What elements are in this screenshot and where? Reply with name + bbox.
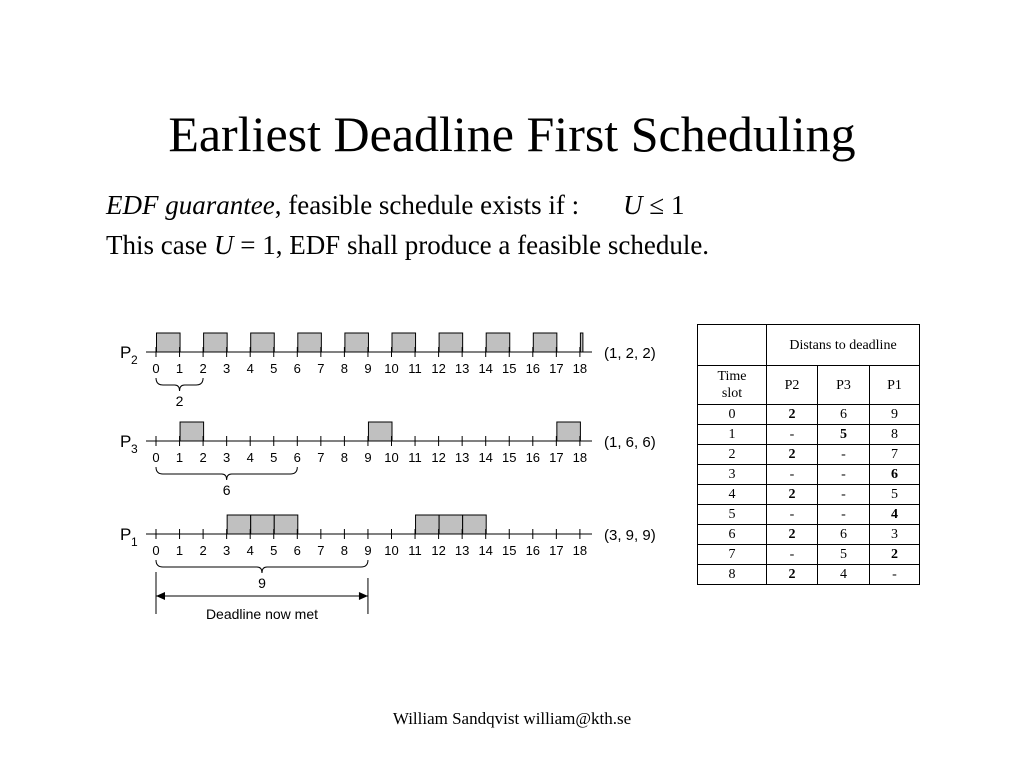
execution-slot [463,515,487,534]
tick-label: 4 [246,450,254,465]
distance-cell-p1: 7 [870,445,920,465]
execution-slot [227,515,251,534]
table-row [698,445,920,465]
distance-cell-p2: 2 [767,565,818,585]
time-slot-cell: 4 [698,485,767,505]
distance-cell-p3: 5 [818,545,870,565]
execution-slot [439,515,463,534]
execution-slot [251,515,275,534]
execution-slot [251,333,275,352]
tick-label: 4 [246,361,254,376]
tick-label: 12 [431,361,446,376]
distance-cell-p2: - [767,465,818,485]
distance-cell-p1: 9 [870,405,920,425]
tick-label: 14 [478,361,493,376]
distance-cell-p2: - [767,545,818,565]
tick-label: 15 [502,543,517,558]
tick-label: 12 [431,543,446,558]
execution-slot [416,515,440,534]
tick-label: 7 [317,543,325,558]
distance-cell-p1: 2 [870,545,920,565]
distance-cell-p3: - [818,505,870,525]
tick-label: 13 [454,543,470,558]
tick-label: 5 [270,450,278,465]
process-label: P [120,525,132,544]
col-header-p1: P1 [870,366,920,405]
tick-label: 8 [340,361,349,376]
tick-label: 6 [293,543,301,558]
tick-label: 14 [478,450,493,465]
distance-cell-p1: 5 [870,485,920,505]
time-slot-cell: 2 [698,445,767,465]
tick-label: 18 [572,361,588,376]
distance-cell-p2: 2 [767,405,818,425]
distance-cell-p3: 6 [818,525,870,545]
process-subscript: 1 [131,535,138,549]
distance-cell-p2: - [767,505,818,525]
tick-label: 11 [408,361,422,376]
tick-label: 3 [223,543,231,558]
tick-label: 10 [384,361,399,376]
process-row-p1 [120,515,656,591]
execution-slot [204,333,228,352]
tick-label: 10 [384,543,399,558]
time-slot-cell: 3 [698,465,767,485]
period-label: 9 [258,575,266,591]
time-slot-cell: 5 [698,505,767,525]
table-row [698,505,920,525]
distance-cell-p3: 4 [818,565,870,585]
execution-slot [392,333,416,352]
col-header-p2: P2 [767,366,818,405]
process-params: (3, 9, 9) [604,527,656,544]
execution-slot [557,422,581,441]
arrowhead-left [156,592,165,600]
tick-label: 6 [293,450,301,465]
tick-label: 17 [549,543,564,558]
execution-slot [439,333,463,352]
utilization-condition: ≤ 1 [642,190,685,220]
period-brace [156,560,368,573]
tick-label: 4 [246,543,254,558]
tick-label: 3 [223,450,231,465]
footer-credit: William Sandqvist william@kth.se [392,709,632,728]
period-brace [156,467,297,480]
table-row [698,425,920,445]
execution-slot-partial [580,333,583,352]
process-row-p2 [120,333,656,409]
time-slot-cell: 0 [698,405,767,425]
edf-guarantee-text: , feasible schedule exists if : [274,190,580,220]
distance-cell-p2: 2 [767,525,818,545]
period-label: 6 [222,482,231,498]
tick-label: 14 [478,543,493,558]
process-subscript: 2 [131,353,138,367]
distance-cell-p1: 4 [870,505,920,525]
tick-label: 0 [152,450,160,465]
table-row [698,485,920,505]
tick-label: 15 [502,450,517,465]
distance-cell-p1: - [870,565,920,585]
tick-label: 3 [223,361,231,376]
execution-slot [180,422,204,441]
period-brace [156,378,203,391]
tick-label: 16 [525,543,541,558]
execution-slot [274,515,298,534]
time-slot-header: Time slot [698,366,767,405]
tick-label: 12 [431,450,446,465]
distance-cell-p3: 6 [818,405,870,425]
execution-slot [533,333,557,352]
table-row [698,565,920,585]
tick-label: 9 [364,450,372,465]
execution-slot [157,333,181,352]
utilization-var-2: U [213,230,234,260]
tick-label: 1 [175,450,184,465]
tick-label: 9 [364,543,372,558]
tick-label: 1 [175,361,184,376]
distance-to-deadline-table [697,324,920,585]
tick-label: 2 [199,450,207,465]
process-row-p3 [120,422,656,498]
distance-cell-p3: - [818,465,870,485]
tick-label: 7 [317,450,325,465]
edf-guarantee-emph: EDF guarantee [106,190,275,220]
tick-label: 10 [384,450,399,465]
utilization-var: U [623,190,643,220]
tick-label: 0 [152,361,160,376]
distance-cell-p1: 8 [870,425,920,445]
process-label: P [120,432,132,451]
tick-label: 16 [525,361,541,376]
tick-label: 1 [175,543,184,558]
tick-label: 2 [199,361,207,376]
tick-label: 6 [293,361,301,376]
tick-label: 0 [152,543,160,558]
tick-label: 18 [572,450,588,465]
tick-label: 13 [454,361,470,376]
execution-slot [486,333,510,352]
distance-cell-p3: - [818,485,870,505]
this-case-post: = 1, EDF shall produce a feasible schedule. [233,230,710,260]
process-params: (1, 6, 6) [604,434,656,451]
tick-label: 18 [572,543,588,558]
tick-label: 8 [340,450,349,465]
tick-label: 5 [270,361,278,376]
distance-cell-p1: 6 [870,465,920,485]
time-slot-cell: 6 [698,525,767,545]
tick-label: 11 [408,450,422,465]
tick-label: 8 [340,543,349,558]
tick-label: 9 [364,361,372,376]
slide-title: Earliest Deadline First Scheduling [168,106,856,162]
time-slot-cell: 8 [698,565,767,585]
process-subscript: 3 [131,442,138,456]
tick-label: 16 [525,450,541,465]
tick-label: 7 [317,361,325,376]
this-case-pre: This case [106,230,214,260]
tick-label: 15 [502,361,517,376]
tick-label: 2 [199,543,207,558]
execution-slot [345,333,369,352]
table-row [698,405,920,425]
period-label: 2 [175,393,184,409]
distance-cell-p2: 2 [767,485,818,505]
time-slot-cell: 7 [698,545,767,565]
tick-label: 5 [270,543,278,558]
distance-header: Distans to deadline [767,325,920,366]
col-header-p3: P3 [818,366,870,405]
tick-label: 17 [549,361,564,376]
table-body [698,405,920,585]
execution-slot [368,422,392,441]
distance-cell-p1: 3 [870,525,920,545]
distance-cell-p3: 5 [818,425,870,445]
tick-label: 13 [454,450,470,465]
table-row [698,465,920,485]
tick-label: 17 [549,450,564,465]
arrowhead-right [359,592,368,600]
tick-label: 11 [408,543,422,558]
distance-cell-p3: - [818,445,870,465]
table-corner-cell [698,325,767,366]
execution-slot [298,333,322,352]
process-label: P [120,343,132,362]
deadline-label: Deadline now met [205,606,319,622]
distance-cell-p2: 2 [767,445,818,465]
table-row [698,545,920,565]
distance-cell-p2: - [767,425,818,445]
process-params: (1, 2, 2) [604,345,656,362]
table-row [698,525,920,545]
time-slot-cell: 1 [698,425,767,445]
